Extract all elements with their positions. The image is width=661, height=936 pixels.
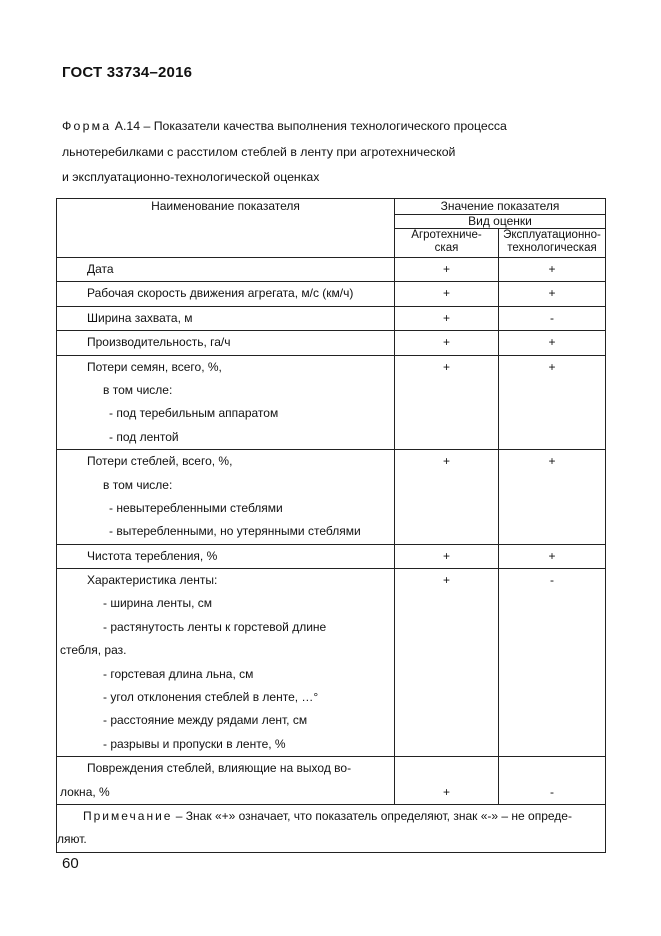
table-row: [57, 450, 606, 545]
indicator-cell: [57, 306, 395, 330]
indicator-cell: [57, 258, 395, 282]
indicator-line: Рабочая скорость движения агрегата, м/с (км/ч): [87, 286, 354, 301]
expl-mark-value: +: [548, 548, 556, 563]
header-agrotechnical: [395, 229, 499, 258]
header-assessment-type: Вид оценки: [395, 215, 606, 229]
agro-mark-value: +: [442, 573, 450, 588]
agro-spacer: [395, 757, 498, 780]
indicator-cell: [57, 355, 395, 450]
table-note-row: [57, 804, 606, 852]
indicator-line: в том числе:: [103, 477, 173, 492]
table-row: [57, 331, 606, 355]
indicator-cell: [57, 450, 395, 545]
agro-mark-value: +: [442, 335, 450, 350]
expl-mark-value: +: [548, 262, 556, 276]
agro-mark: [395, 331, 499, 355]
table-row: [57, 544, 606, 568]
header-value-group: Значение показателя: [395, 199, 606, 215]
indicator-cell: [57, 282, 395, 306]
indicator-line: - разрывы и пропуски в ленте, %: [103, 736, 286, 751]
header-operational-line-2: технологическая: [507, 241, 597, 254]
indicator-cell: [57, 544, 395, 568]
note-text: – Знак «+» означает, что показатель определяют, знак «-» – не опреде-: [172, 808, 572, 823]
expl-mark-value: -: [550, 310, 554, 325]
agro-mark: [395, 569, 499, 757]
indicator-line: Повреждения стеблей, влияющие на выход во-: [87, 761, 352, 776]
expl-mark: [499, 306, 606, 330]
expl-mark: [499, 569, 606, 757]
agro-mark-value: +: [442, 784, 450, 799]
indicator-line: Чистота теребления, %: [87, 548, 218, 563]
page-number: 60: [62, 855, 79, 872]
expl-mark: [499, 355, 606, 450]
indicator-line: - расстояние между рядами лент, см: [103, 713, 308, 728]
table-row: [57, 306, 606, 330]
indicator-line: Дата: [87, 262, 114, 276]
indicator-line: Производительность, га/ч: [87, 335, 231, 350]
expl-mark-value: +: [548, 335, 556, 350]
expl-mark-value: +: [548, 286, 556, 301]
agro-mark-value: +: [442, 454, 450, 469]
caption-line-2: льнотеребилками с расстилом стеблей в ленту при агротехнической: [62, 144, 456, 159]
agro-mark: [395, 544, 499, 568]
agro-mark: [395, 282, 499, 306]
indicator-line: стебля, раз.: [60, 643, 127, 658]
form-caption: [62, 114, 582, 191]
agro-mark-value: +: [442, 548, 450, 563]
caption-line-1: [62, 114, 582, 140]
header-operational-line-1: Эксплуатационно-: [503, 229, 601, 241]
agro-mark-value: +: [442, 262, 450, 276]
agro-mark-value: +: [442, 359, 450, 374]
table-note: [57, 804, 606, 852]
header-operational: [499, 229, 606, 258]
agro-mark: [395, 757, 499, 805]
expl-mark: [499, 544, 606, 568]
agro-mark: [395, 258, 499, 282]
indicator-line: Потери стеблей, всего, %,: [87, 454, 233, 469]
header-agrotechnical-line-2: ская: [434, 241, 459, 254]
caption-title: А.14 – Показатели качества выполнения технологического процесса: [111, 119, 507, 133]
indicator-line: Ширина захвата, м: [87, 310, 193, 325]
agro-mark-value: +: [442, 286, 450, 301]
agro-mark: [395, 355, 499, 450]
table-row: [57, 282, 606, 306]
expl-mark-value: +: [548, 359, 556, 374]
table-row: [57, 757, 606, 805]
indicator-line: - растянутость ленты к горстевой длине: [103, 619, 327, 634]
caption-lead: Форма: [62, 119, 112, 133]
indicator-line: - горстевая длина льна, см: [103, 666, 254, 681]
document-id: ГОСТ 33734–2016: [62, 64, 193, 81]
indicator-line: в том числе:: [103, 382, 173, 397]
header-agrotechnical-line-1: Агротехниче-: [411, 229, 482, 241]
table-row: [57, 569, 606, 757]
indicator-line: - под лентой: [109, 429, 179, 444]
expl-mark: [499, 450, 606, 545]
indicator-line: - угол отклонения стеблей в ленте, …°: [103, 690, 319, 705]
agro-mark-value: +: [442, 310, 450, 325]
expl-mark: [499, 282, 606, 306]
expl-mark: [499, 331, 606, 355]
caption-line-3: и эксплуатационно-технологической оценках: [62, 170, 320, 184]
note-line-2: ляют.: [57, 832, 87, 847]
expl-mark: [499, 757, 606, 805]
expl-mark-value: -: [550, 784, 554, 799]
table-row: [57, 258, 606, 282]
indicator-line: - ширина ленты, см: [103, 596, 213, 611]
agro-mark: [395, 306, 499, 330]
note-line-1: [57, 805, 605, 828]
indicator-cell: [57, 331, 395, 355]
quality-indicators-table: [56, 198, 606, 853]
indicator-line: - вытеребленными, но утерянными стеблями: [109, 524, 361, 539]
expl-mark-value: -: [550, 573, 554, 588]
header-indicator-name: Наименование показателя: [57, 199, 395, 258]
expl-mark-value: +: [548, 454, 556, 469]
indicator-cell: [57, 569, 395, 757]
table-row: [57, 355, 606, 450]
indicator-line: Характеристика ленты:: [87, 573, 218, 588]
expl-spacer: [499, 757, 605, 780]
indicator-cell: [57, 757, 395, 805]
note-lead: Примечание: [83, 808, 173, 823]
indicator-line: Потери семян, всего, %,: [87, 359, 222, 374]
agro-mark: [395, 450, 499, 545]
indicator-line: локна, %: [60, 784, 110, 799]
indicator-line: - под теребильным аппаратом: [109, 406, 279, 421]
indicator-line: - невытеребленными стеблями: [109, 500, 283, 515]
expl-mark: [499, 258, 606, 282]
